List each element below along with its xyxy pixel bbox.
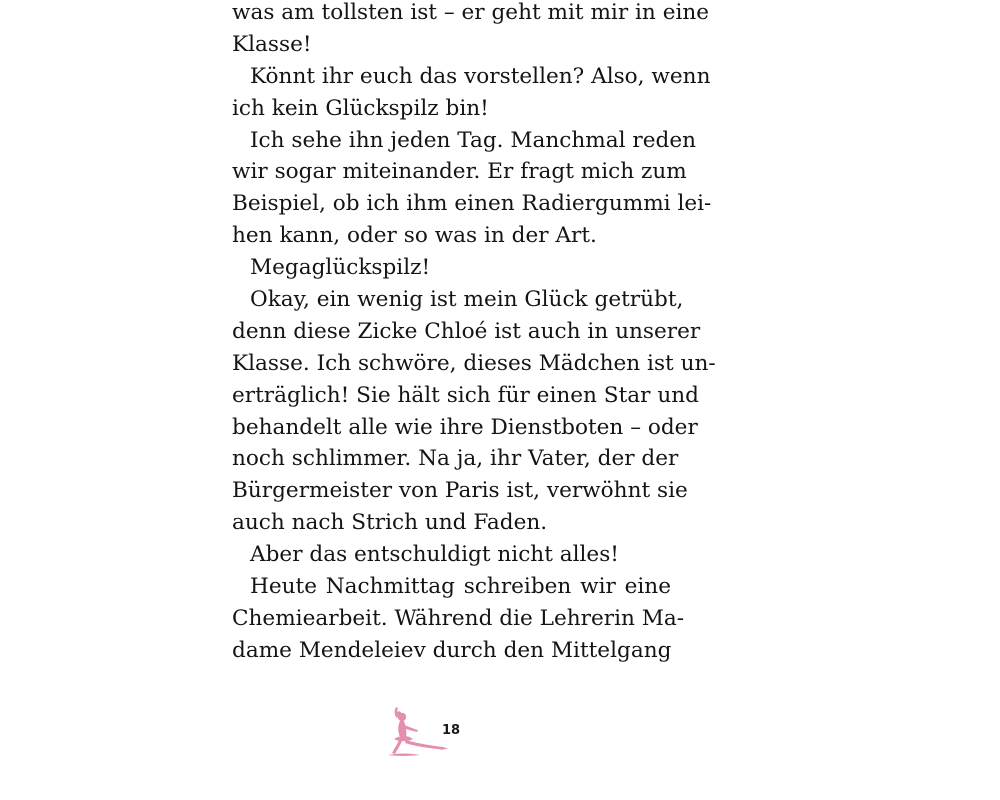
text-line: Heute Nachmittag schreiben wir eine [250,574,671,600]
text-line: Klasse! [232,31,312,57]
text-line: dame Mendeleiev durch den Mittelgang [232,637,672,663]
text-line: behandelt alle wie ihre Dienstboten – oder [232,414,698,440]
text-line: Beispiel, ob ich ihm einen Radiergummi lei- [232,191,712,217]
text-line: Megaglückspilz! [250,255,431,281]
body-text [232,0,716,667]
text-line: Klasse. Ich schwöre, dieses Mädchen ist un- [232,350,716,376]
page-number: 18 [442,723,461,738]
text-line: Okay, ein wenig ist mein Glück getrübt, [250,287,684,313]
text-line: Aber das entschuldigt nicht alles! [250,542,619,568]
text-line: was am tollsten ist – er geht mit mir in eine [232,0,710,25]
text-line: erträglich! Sie hält sich für einen Star und [232,382,699,408]
text-line: auch nach Strich und Faden. [232,510,548,536]
text-line: Chemiearbeit. Während die Lehrerin Ma- [232,605,685,631]
text-line: Ich sehe ihn jeden Tag. Manchmal reden [250,127,697,153]
text-line: Bürgermeister von Paris ist, verwöhnt sie [232,478,688,504]
page-footer [384,703,504,763]
text-line: denn diese Zicke Chloé ist auch in unserer [232,318,701,344]
text-line: noch schlimmer. Na ja, ihr Vater, der der [232,446,679,472]
text-line: hen kann, oder so was in der Art. [232,223,597,249]
text-line: wir sogar miteinander. Er fragt mich zum [232,159,687,185]
text-line: Könnt ihr euch das vorstellen? Also, wenn [250,63,711,89]
text-line: ich kein Glückspilz bin! [232,95,489,121]
